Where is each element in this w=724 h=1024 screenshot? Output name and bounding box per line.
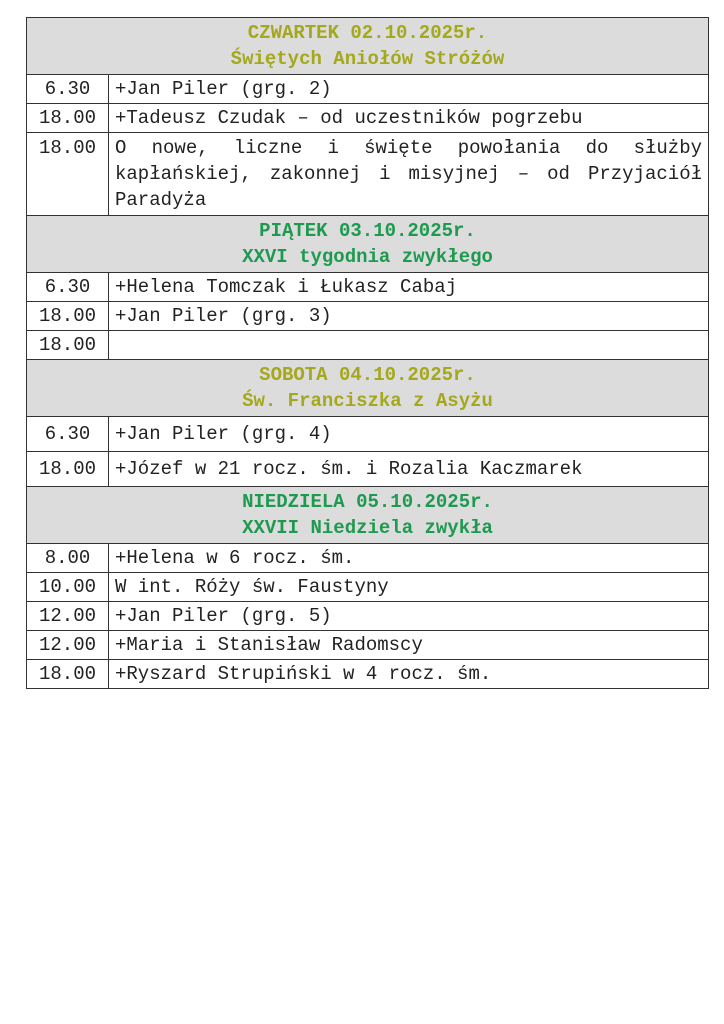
day-header	[27, 18, 709, 75]
mass-time: 8.00	[27, 544, 109, 573]
mass-time: 18.00	[27, 104, 109, 133]
day-header	[27, 360, 709, 417]
mass-intention: +Ryszard Strupiński w 4 rocz. śm.	[109, 660, 709, 689]
mass-row	[27, 331, 709, 360]
mass-intention: +Helena w 6 rocz. śm.	[109, 544, 709, 573]
mass-time: 12.00	[27, 602, 109, 631]
day-date: PIĄTEK 03.10.2025r.	[259, 220, 476, 242]
mass-intention: +Józef w 21 rocz. śm. i Rozalia Kaczmarek	[109, 452, 709, 487]
mass-time: 18.00	[27, 133, 109, 216]
day-header-cell	[27, 360, 709, 417]
mass-intention: +Helena Tomczak i Łukasz Cabaj	[109, 273, 709, 302]
mass-time: 18.00	[27, 331, 109, 360]
mass-intention: W int. Róży św. Faustyny	[109, 573, 709, 602]
mass-time: 10.00	[27, 573, 109, 602]
day-header-cell	[27, 18, 709, 75]
mass-row	[27, 302, 709, 331]
mass-time: 6.30	[27, 417, 109, 452]
mass-time: 6.30	[27, 273, 109, 302]
mass-time: 18.00	[27, 660, 109, 689]
mass-row	[27, 602, 709, 631]
day-date: CZWARTEK 02.10.2025r.	[247, 22, 488, 44]
mass-intention: +Jan Piler (grg. 5)	[109, 602, 709, 631]
day-feast: Św. Franciszka z Asyżu	[242, 390, 493, 412]
mass-row	[27, 273, 709, 302]
mass-time: 18.00	[27, 302, 109, 331]
mass-row	[27, 417, 709, 452]
mass-row	[27, 133, 709, 216]
day-header	[27, 216, 709, 273]
mass-intention: +Maria i Stanisław Radomscy	[109, 631, 709, 660]
mass-schedule-table	[26, 17, 709, 689]
mass-row	[27, 573, 709, 602]
mass-row	[27, 660, 709, 689]
mass-intention: +Jan Piler (grg. 4)	[109, 417, 709, 452]
day-feast: Świętych Aniołów Stróżów	[230, 48, 505, 70]
mass-intention	[109, 331, 709, 360]
mass-time: 6.30	[27, 75, 109, 104]
mass-intention: +Jan Piler (grg. 2)	[109, 75, 709, 104]
day-header-cell	[27, 216, 709, 273]
day-feast: XXVI tygodnia zwykłego	[242, 246, 493, 268]
mass-intention: +Tadeusz Czudak – od uczestników pogrzebu	[109, 104, 709, 133]
day-date: NIEDZIELA 05.10.2025r.	[242, 491, 493, 513]
mass-time: 12.00	[27, 631, 109, 660]
mass-intention: +Jan Piler (grg. 3)	[109, 302, 709, 331]
mass-time: 18.00	[27, 452, 109, 487]
mass-row	[27, 544, 709, 573]
day-date: SOBOTA 04.10.2025r.	[259, 364, 476, 386]
day-header-cell	[27, 487, 709, 544]
mass-row	[27, 75, 709, 104]
mass-schedule-body	[27, 18, 709, 689]
mass-row	[27, 104, 709, 133]
mass-intention: O nowe, liczne i święte powołania do służby kapłańskiej, zakonnej i misyjnej – od Przyjaciół Paradyża	[109, 133, 709, 216]
mass-row	[27, 452, 709, 487]
mass-row	[27, 631, 709, 660]
day-header	[27, 487, 709, 544]
day-feast: XXVII Niedziela zwykła	[242, 517, 493, 539]
